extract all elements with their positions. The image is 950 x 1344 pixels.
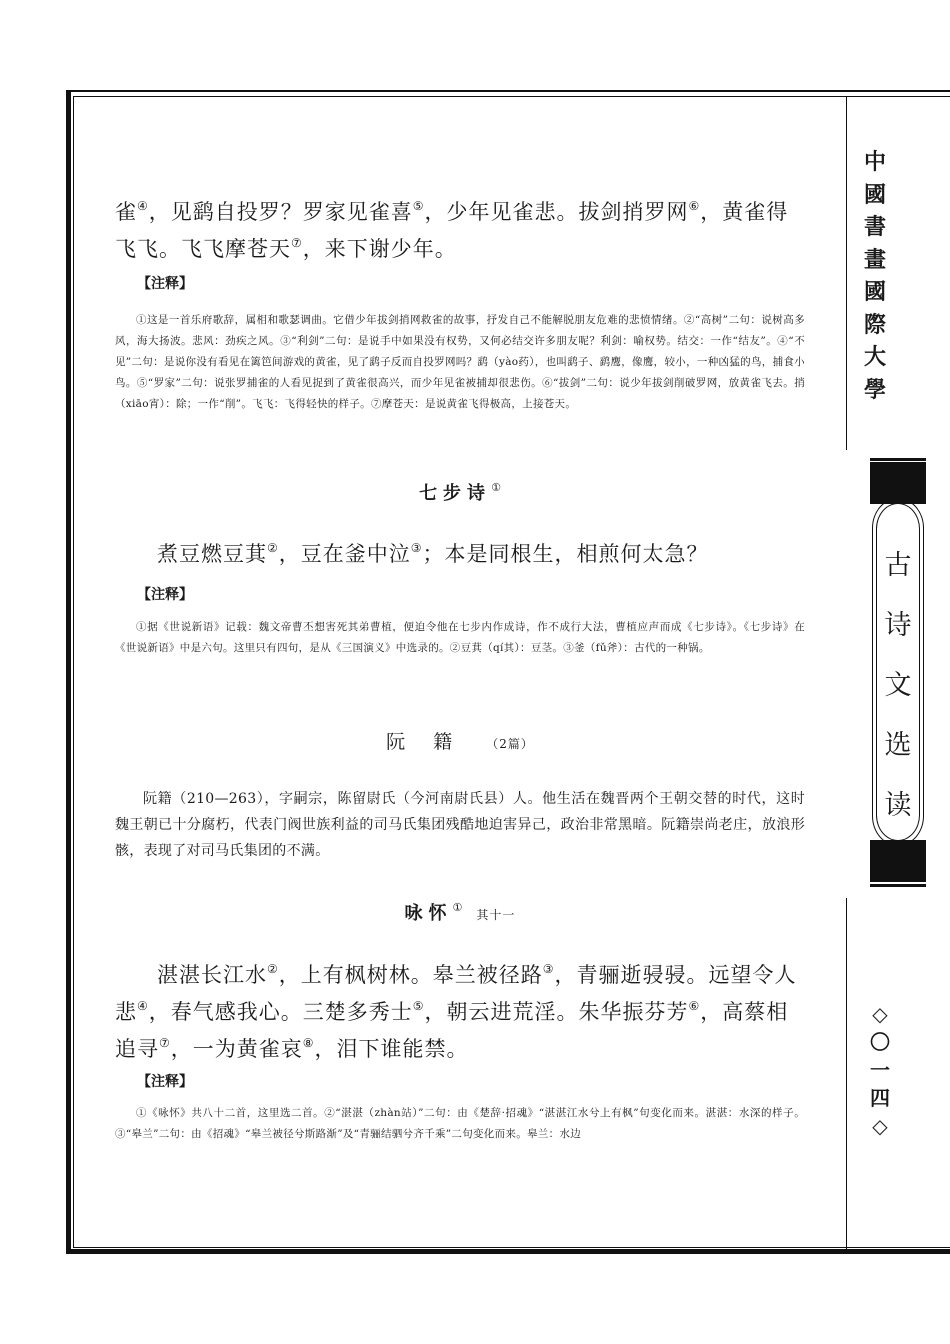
section-band-bottom — [870, 840, 926, 882]
footnote-ref: ① — [452, 901, 463, 914]
poem-line — [115, 994, 805, 1031]
footnote-ref: ④ — [137, 199, 149, 213]
footnote-ref: ① — [491, 481, 501, 494]
university-char: 畫 — [863, 246, 886, 273]
poem-line — [115, 231, 805, 268]
university-char: 國 — [863, 181, 886, 208]
poem-text: ，高蔡相 — [700, 1000, 789, 1024]
footnote-ref: ② — [267, 962, 279, 976]
footnote-ref: ⑧ — [302, 1036, 315, 1050]
section-title — [878, 536, 918, 836]
footnote-ref: ② — [267, 541, 279, 555]
poem-body — [115, 536, 805, 573]
footnote-ref: ⑥ — [688, 999, 701, 1013]
poem-text: ，青骊逝骎骎。远望令人 — [554, 963, 797, 987]
poem-text: ，一为黄雀哀 — [170, 1037, 303, 1061]
footnote-ref: ⑤ — [412, 999, 425, 1013]
section-char: 选 — [884, 730, 912, 761]
footnote-ref: ③ — [410, 541, 423, 555]
section-char: 文 — [884, 670, 912, 701]
poem-title-text: 七步诗 — [419, 483, 492, 504]
poem-text: ，上有枫树林。皋兰被径路 — [278, 963, 543, 987]
notes-heading: 【注释】 — [137, 587, 193, 603]
poem-line — [115, 957, 805, 994]
footnote-ref: ④ — [137, 999, 149, 1013]
poem-text: ，见鹞自投罗？罗家见雀喜 — [148, 200, 413, 224]
poem-text: 煮豆燃豆萁 — [157, 542, 267, 566]
poem-text: 飞飞。飞飞摩苍天 — [115, 237, 291, 261]
footnote-ref: ⑦ — [291, 236, 303, 250]
poem-subtitle: 其十一 — [476, 908, 516, 922]
author-bio: 阮籍（210—263），字嗣宗，陈留尉氏（今河南尉氏县）人。他生活在魏晋两个王朝交替的时代，这时魏王朝已十分腐朽，代表门阀世族利益的司马氏集团残酷地迫害异己，政治非常黑暗。阮籍崇尚老庄，放浪形骸，表现了对司马氏集团的不满。 — [115, 791, 805, 859]
poem-line — [115, 1031, 805, 1068]
side-divider-top — [846, 96, 847, 450]
notes-body: ①据《世说新语》记载：魏文帝曹丕想害死其弟曹植，便迫令他在七步内作成诗，作不成行大法，曹植应声而成《七步诗》。《七步诗》在《世说新语》中是六句。这里只有四句，是从《三国演义》中选录的。②豆萁（qí其）：豆茎。③釜（fǔ斧）：古代的一种锅。 — [115, 621, 805, 654]
poem-continued — [115, 194, 805, 268]
university-name — [858, 146, 892, 406]
poem-text: ，豆在釜中泣 — [278, 542, 411, 566]
university-char: 際 — [863, 311, 886, 338]
poem-text: 湛湛长江水 — [157, 963, 267, 987]
footnote-ref: ⑥ — [688, 199, 701, 213]
poem-text: 悲 — [115, 1000, 137, 1024]
poem-text: ，少年见雀悲。拔剑捎罗网 — [424, 200, 689, 224]
page-number-char: 〇 — [870, 1030, 890, 1054]
poem-text: ，朝云进荒淫。朱华振芬芳 — [424, 1000, 689, 1024]
footnote-ref: ③ — [542, 962, 555, 976]
page-number — [864, 1000, 896, 1140]
poem-title — [115, 479, 805, 505]
author-count: （2篇） — [486, 737, 534, 751]
page-number-char: 四 — [870, 1086, 890, 1110]
poem-body — [115, 957, 805, 1068]
poem-text: 追寻 — [115, 1037, 159, 1061]
section-char: 读 — [884, 790, 912, 821]
poem-text: ，泪下谁能禁。 — [314, 1037, 469, 1061]
poem-title-text: 咏怀 — [404, 903, 453, 924]
section-band-rule-top — [870, 458, 926, 461]
section-char: 诗 — [884, 610, 912, 641]
poem-text: ，春气感我心。三楚多秀士 — [148, 1000, 413, 1024]
poem-title — [115, 899, 805, 925]
notes-body: ①这是一首乐府歌辞，属相和歌瑟调曲。它借少年拔剑捎网救雀的故事，抒发自己不能解脱朋友危难的悲愤情绪。②“高树”二句：说树高多风，海大扬波。悲风：劲疾之风。③“利剑”二句：是说手中如果没有权势，又何必结交许多朋友呢？利剑：喻权势。结交：一作“结友”。④“不见”二句：是说你没有看见在篱笆间游戏的黄雀，见了鹞子反而自投罗网吗？鹞（yào药），也叫鹞子、鹞鹰，像鹰，较小，一种凶猛的鸟，捕食小鸟。⑤“罗家”二句：说张罗捕雀的人看见捉到了黄雀很高兴，而少年见雀被捕却很悲伤。⑥“拔剑”二句：说少年拔剑削破罗网，放黄雀飞去。捎（xiāo宵）：除；一作“削”。飞飞：飞得轻快的样子。⑦摩苍天：是说黄雀飞得极高，上接苍天。 — [115, 314, 805, 410]
poem-text: ，黄雀得 — [700, 200, 789, 224]
author-name: 阮籍 — [386, 731, 481, 753]
page-number-char: ◇ — [872, 1002, 888, 1026]
university-char: 學 — [863, 376, 886, 403]
university-char: 大 — [863, 344, 886, 370]
poem-text: ，来下谢少年。 — [302, 237, 457, 261]
university-char: 書 — [863, 214, 886, 240]
notes-heading: 【注释】 — [137, 1074, 193, 1090]
notes-body: ①《咏怀》共八十二首，这里选二首。②“湛湛（zhàn站）”二句：由《楚辞·招魂》“湛湛江水兮上有枫”句变化而来。湛湛：水深的样子。③“皋兰”二句：由《招魂》“皋兰被径兮斯路渐”及“青骊结驷兮齐千乘”二句变化而来。皋兰：水边 — [115, 1107, 805, 1140]
section-char: 古 — [884, 550, 912, 581]
footnote-ref: ⑦ — [159, 1036, 171, 1050]
university-char: 中 — [863, 149, 886, 175]
notes-heading: 【注释】 — [137, 276, 193, 292]
author-heading — [115, 727, 805, 754]
poem-text: ；本是同根生，相煎何太急？ — [422, 542, 709, 566]
side-divider-bottom — [846, 898, 847, 1254]
poem-text: 雀 — [115, 200, 137, 224]
footnote-ref: ⑤ — [412, 199, 425, 213]
page-number-char: ◇ — [872, 1114, 888, 1138]
section-band-rule-bottom — [870, 884, 926, 887]
page-number-char: 一 — [870, 1058, 890, 1082]
poem-line — [115, 194, 805, 231]
university-char: 國 — [863, 279, 886, 305]
